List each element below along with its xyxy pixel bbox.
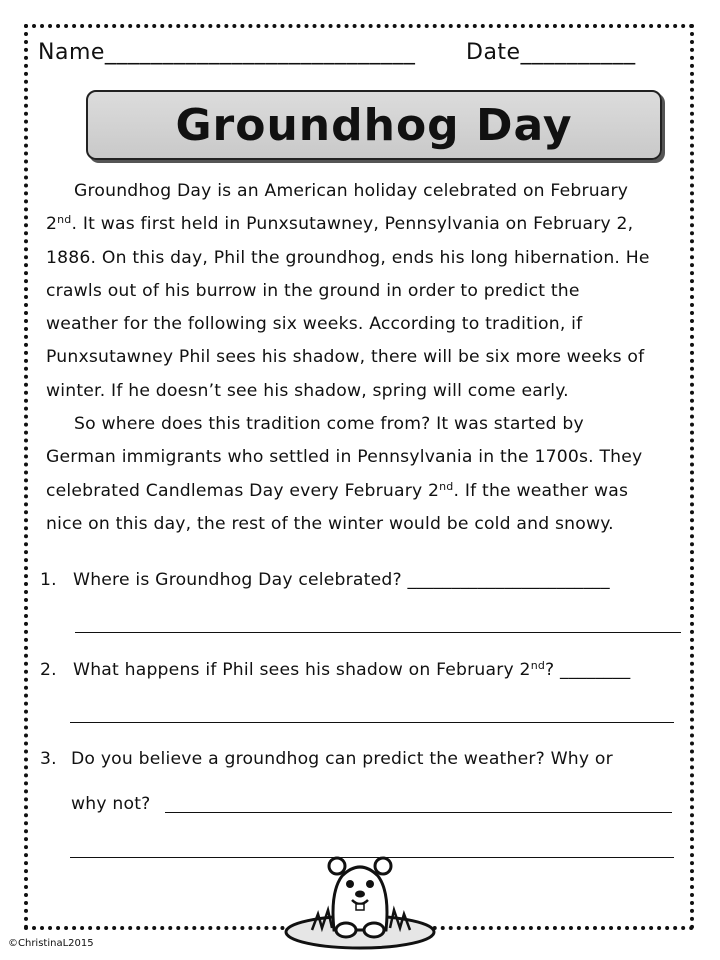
answer-line[interactable] <box>75 632 681 633</box>
groundhog-nose <box>355 891 365 898</box>
groundhog-eye-left <box>346 880 354 888</box>
answer-line[interactable] <box>165 812 672 813</box>
groundhog-teeth <box>356 904 364 910</box>
date-field[interactable]: __________ <box>520 40 636 65</box>
paragraph-1-part-b: . It was first held in Punxsutawney, Pennsylvania on February 2, 1886. On this day, Phil the groundhog, ends his long hibernation. He crawls out of his burrow in the ground in order to predict the weather for the following six weeks. According to tradition, if Punxsutawney Phil sees his shadow, there will be six more weeks of winter. If he doesn’t see his shadow, spring will come early. <box>46 214 650 401</box>
groundhog-eye-right <box>366 880 374 888</box>
reading-passage <box>46 175 686 541</box>
question-1-text: Where is Groundhog Day celebrated? _______________________ <box>73 570 610 590</box>
ordinal-suffix: nd <box>530 659 546 672</box>
paragraph-1-part-a: Groundhog Day is an American holiday celebrated on February 2 <box>46 181 629 235</box>
groundhog-paw-left <box>336 923 356 937</box>
question-2-text-b: ? ________ <box>545 660 631 680</box>
paragraph-2-part-b: . If the weather was nice on this day, the rest of the winter would be cold and snowy. <box>46 480 629 534</box>
title-banner <box>86 90 662 160</box>
groundhog-paw-right <box>364 923 384 937</box>
groundhog-ear-right <box>375 858 391 874</box>
question-1-number: 1. <box>40 570 57 590</box>
question-2-text <box>73 660 630 680</box>
header-line <box>38 40 636 65</box>
date-label: Date <box>466 40 521 65</box>
paragraph-2-part-a: So where does this tradition come from? It was started by German immigrants who settled in Pennsylvania in the 1700s. They celebrated Candlemas Day every February 2 <box>46 414 643 501</box>
groundhog-ear-left <box>329 858 345 874</box>
groundhog-illustration <box>282 852 438 952</box>
paragraph-1 <box>46 175 686 408</box>
ordinal-suffix: nd <box>57 213 72 227</box>
groundhog-body <box>333 867 387 930</box>
copyright-notice: ©ChristinaL2015 <box>8 938 94 949</box>
ordinal-suffix: nd <box>439 479 454 493</box>
question-2-number: 2. <box>40 660 57 680</box>
date-group <box>466 40 636 65</box>
name-field[interactable]: ___________________________ <box>104 40 416 65</box>
question-3-number: 3. <box>40 749 57 769</box>
question-2-text-a: What happens if Phil sees his shadow on February 2 <box>73 660 531 680</box>
answer-line[interactable] <box>70 722 674 723</box>
name-label: Name <box>38 40 105 65</box>
paragraph-2 <box>46 408 686 541</box>
page-title: Groundhog Day <box>175 99 573 151</box>
question-3-text: Do you believe a groundhog can predict the weather? Why or <box>71 749 613 769</box>
question-3-text-line-2: why not? <box>71 794 151 814</box>
